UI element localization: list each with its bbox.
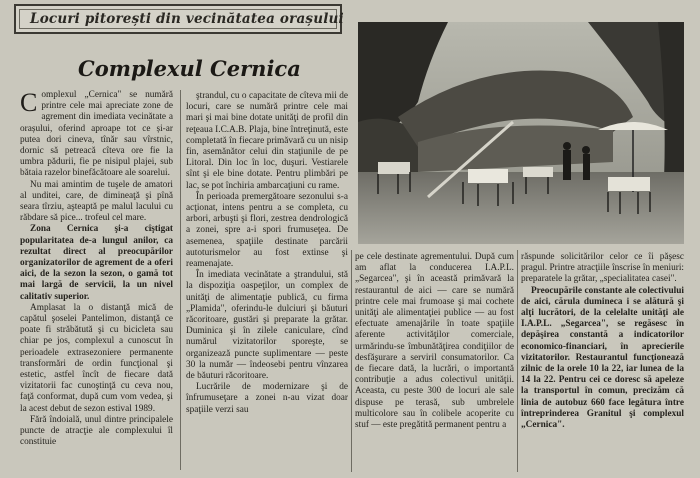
rubric-label: Locuri pitorești din vecinătatea orașului	[30, 11, 344, 27]
article-headline: Complexul Cernica	[78, 56, 301, 81]
paragraph-bold: Preocupările constante ale colectivului de aici, cărula dumineca i se alătură şi alţi lucrători, de la celelalte unităţi ale I.A.P.L. „Segarcea", se regăsesc în depăşirea constantă a indicatorilor economico-financiari, în aprecierile vizitatorilor. Restaurantul funcţionează zilnic de la orele 10 la 22, iar lunea de la 14 la 22. Pentru cei ce doresc să apeleze la transportul în comun, precizăm că linia de autobuz 660 face legătura între întreprinderea Granitul şi complexul „Cernica".	[521, 285, 684, 431]
paragraph-text: omplexul „Cernica" se numără printre cele mai apreciate zone de agrement din imediata vecinătate a orașului, oferind aproape tot ce și-ar putea dori cineva, tînăr sau vîrstnic, dornic să petreacă cîteva ore fie la umbra pădurii, fie pe nisipul plajei, sub bătaia razelor binefăcătoare ale soarelui.	[20, 90, 173, 179]
article-column-3	[355, 252, 514, 431]
column-divider	[517, 250, 518, 472]
section-rubric	[14, 4, 342, 34]
article-column-1	[20, 90, 173, 449]
paragraph: Fără îndoială, unul dintre principalele puncte de atracţie ale complexului îl constituie	[20, 414, 173, 448]
paragraph-bold: Zona Cernica şi-a cîştigat popularitatea de-a lungul anilor, ca rezultat direct al preocupărilor organizatorilor de agrement de a oferi aici, de la sezon la sezon, o gamă tot mai largă de servicii, la un nivel calitativ superior.	[20, 224, 173, 302]
paragraph: pe cele destinate agrementului. După cum am aflat la conducerea I.A.P.L. „Segarcea", şi în această primăvară la restaurantul de aici — care se numără printre cele mai frumoase şi mai cochete unităţi ale alimentaţiei publice — au fost efectuate amenajările în toate spaţiile aferente activităţilor comerciale, urmărindu-se îmbunătăţirea condiţiilor de desfăşurare a serviril consumatorilor. Ca de fiecare dată, la lucrări, o importantă contribuţie a adus colectivul unităţii. Aceasta, cu peste 300 de locuri ale sale dispuse pe terasă, sub umbrelele multicolore sau în colibele acoperite cu stuf — este pregătită permanent pentru a	[355, 252, 514, 431]
article-column-4	[521, 252, 684, 431]
paragraph: În perioada premergătoare sezonului s-a acţionat, intens pentru a se completa, cu arbori, arbuşti şi flori, zestrea dendrologică a zonei, spre a-i spori frumuseţea. De asemenea, spaţiile destinate parcării autoturismelor au fost extinse şi reamenajate.	[186, 191, 348, 270]
paragraph: Amplasat la o distanţă mică de capătul şoselei Pantelimon, distanţă ce poate fi străbătută şi cu bicicleta sau chiar pe jos, complexul a cunoscut în perioadele extrasezoniere permanente transformări de ordin funcţional şi estetic, astfel încît de fiecare dată vizitatorii fac cunoştinţă cu ceva nou, faţă conformat, după cum vom vedea, şi la acest debut de sezon estival 1989.	[20, 302, 173, 414]
article-column-2	[186, 91, 348, 416]
column-divider	[351, 250, 352, 472]
paragraph: Nu mai amintim de tuşele de amatori al unditei, care, de dimineaţă şi pînă seara tîrziu, aşteaptă pe malul lacului cu răbdare să pice... trofeul cel mare.	[20, 179, 173, 224]
column-divider	[180, 90, 181, 470]
paragraph: Lucrările de modernizare şi de înfrumuseţare a zonei n-au vizat doar spaţiile verzi sau	[186, 382, 348, 415]
restaurant-terrace-photo	[358, 22, 684, 244]
paragraph	[20, 90, 173, 180]
paragraph: În imediata vecinătate a ştrandului, stă la dispoziţia oaspeţilor, un complex de unităţi de alimentaţie publică, cu firma „Plamida", oferindu-le dulciuri şi băuturi răcoritoare, gustări şi preparate la grătar. Duminica şi în zilele caniculare, cînd numărul vizitatorilor sporeşte, se organizează puncte suplimentare — peste 30 la număr — îndeosebi pentru vînzarea de băuturi răcoritoare.	[186, 270, 348, 382]
drop-cap: C	[20, 88, 38, 117]
paragraph: răspunde solicitărilor celor ce îi păşesc pragul. Printre atracţiile înscrise în meniuri: preparatele la grătar, „specialitatea casei".	[521, 252, 684, 285]
paragraph: ştrandul, cu o capacitate de cîteva mii de locuri, care se numără printre cele mai mari şi mai bine dotate unităţi de profil din reţeaua I.C.A.B. Plaja, bine întreţinută, este completată în fiecare primăvară cu un nisip fin, asemănător celui din staţiunile de pe Litoral. Din loc în loc, duşuri. Vestiarele sînt şi ele bine dotate. Pentru plimbări pe lac, se pot închiria ambarcaţiuni cu rame.	[186, 91, 348, 191]
photo-image	[358, 22, 684, 244]
